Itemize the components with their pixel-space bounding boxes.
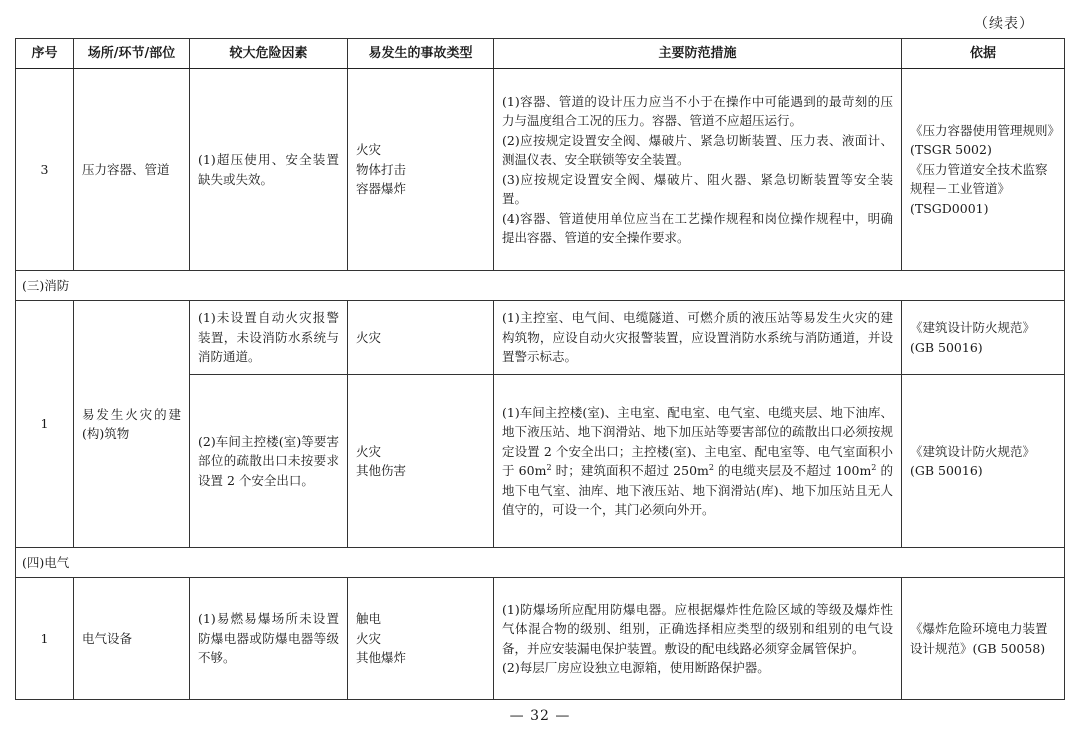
- row-basis: 《建筑设计防火规范》(GB 50016): [902, 375, 1065, 548]
- row-accidents: [348, 69, 494, 271]
- row-number: 1: [16, 578, 74, 700]
- measure-text: 时；建筑面积不超过 250m: [551, 463, 709, 478]
- row-measures: (1)主控室、电气间、电缆隧道、可燃介质的液压站等易发生火灾的建构筑物，应设自动火灾报警装置，应设置消防水系统与消防通道，并设置警示标志。: [494, 301, 902, 375]
- table-row: [16, 301, 1065, 375]
- header-no: 序号: [16, 39, 74, 69]
- header-measures: 主要防范措施: [494, 39, 902, 69]
- accident-type: 物体打击: [356, 161, 407, 177]
- row-place: 压力容器、管道: [74, 69, 190, 271]
- risk-table: [15, 38, 1065, 700]
- section-title-electrical: (四)电气: [16, 548, 1065, 578]
- table-row: [16, 69, 1065, 271]
- header-risk: 较大危险因素: [190, 39, 348, 69]
- measure-item: (3)应按规定设置安全阀、爆破片、阻火器、紧急切断装置等安全装置。: [502, 171, 893, 206]
- measure-item: (1)防爆场所应配用防爆电器。应根据爆炸性危险区域的等级及爆炸性气体混合物的级别、组别，正确选择相应类型的级别和组别的电气设备，并应安装漏电保护装置。敷设的配电线路必须穿金属管保护。: [502, 601, 893, 656]
- row-place: 电气设备: [74, 578, 190, 700]
- measure-item: (1)容器、管道的设计压力应当不小于在操作中可能遇到的最苛刻的压力与温度组合工况的压力。容器、管道不应超压运行。: [502, 93, 893, 128]
- accident-type: 其他伤害: [356, 463, 407, 478]
- table-header-row: [16, 39, 1065, 69]
- accident-type: 火灾: [356, 443, 382, 459]
- measure-text: 的电缆夹层及不超过 100m: [713, 463, 872, 478]
- table-row: [16, 578, 1065, 700]
- measure-item: (2)每层厂房应设独立电源箱，使用断路保护器。: [502, 660, 770, 675]
- row-accidents: [348, 375, 494, 548]
- header-basis: 依据: [902, 39, 1065, 69]
- superscript: 2: [546, 462, 552, 472]
- accident-type: 火灾: [356, 630, 382, 646]
- header-place: 场所/环节/部位: [74, 39, 190, 69]
- row-number: 3: [16, 69, 74, 271]
- basis-item: 《压力管道安全技术监察规程－工业管道》(TSGD0001): [910, 161, 1048, 216]
- row-accidents: [348, 578, 494, 700]
- row-number: 1: [16, 301, 74, 548]
- section-title-fire: (三)消防: [16, 271, 1065, 301]
- measure-item: (2)应按规定设置安全阀、爆破片、紧急切断装置、压力表、液面计、测温仪表、安全联锁等安全装置。: [502, 132, 893, 167]
- header-accident: 易发生的事故类型: [348, 39, 494, 69]
- row-accidents: [348, 301, 494, 375]
- row-basis: 《爆炸危险环境电力装置设计规范》(GB 50058): [902, 578, 1065, 700]
- row-measures: [494, 578, 902, 700]
- row-risk: (1)超压使用、安全装置缺失或失效。: [190, 69, 348, 271]
- row-place: 易发生火灾的建(构)筑物: [74, 301, 190, 548]
- page-number: — 32 —: [509, 708, 571, 724]
- row-measures: [494, 69, 902, 271]
- superscript: 2: [871, 462, 877, 472]
- row-risk: (1)未设置自动火灾报警装置，未设消防水系统与消防通道。: [190, 301, 348, 375]
- row-basis: [902, 69, 1065, 271]
- row-risk: (1)易燃易爆场所未设置防爆电器或防爆电器等级不够。: [190, 578, 348, 700]
- row-measures: [494, 375, 902, 548]
- row-risk: (2)车间主控楼(室)等要害部位的疏散出口未按要求设置 2 个安全出口。: [190, 375, 348, 548]
- accident-type: 火灾: [356, 142, 382, 158]
- superscript: 2: [708, 462, 714, 472]
- basis-item: 《压力容器使用管理规则》(TSGR 5002): [910, 122, 1054, 158]
- accident-type: 火灾: [356, 329, 382, 345]
- measure-item: (4)容器、管道使用单位应当在工艺操作规程和岗位操作规程中，明确提出容器、管道的安全操作要求。: [502, 210, 893, 245]
- section-row: [16, 548, 1065, 578]
- accident-type: 触电: [356, 611, 382, 627]
- measure-text: (1)车间主控楼(室)、主电室、配电室、电气室、电缆夹层、地下油库、地下液压站、地下润滑站、地下加压站等要害部位的疏散出口必须按规定设置 2 个安全出口；主控楼(室)、主电室、配电室等、电气室面积小于 60m: [502, 404, 893, 478]
- accident-type: 其他爆炸: [356, 650, 407, 666]
- measure-text: 的地下电气室、油库、地下液压站、地下润滑站(库)、地下加压站且无人值守的，可设一个，其门必须向外开。: [502, 463, 893, 517]
- accident-type: 容器爆炸: [356, 181, 407, 197]
- row-basis: 《建筑设计防火规范》(GB 50016): [902, 301, 1065, 375]
- continued-note: （续表）: [974, 16, 1034, 32]
- section-row: [16, 271, 1065, 301]
